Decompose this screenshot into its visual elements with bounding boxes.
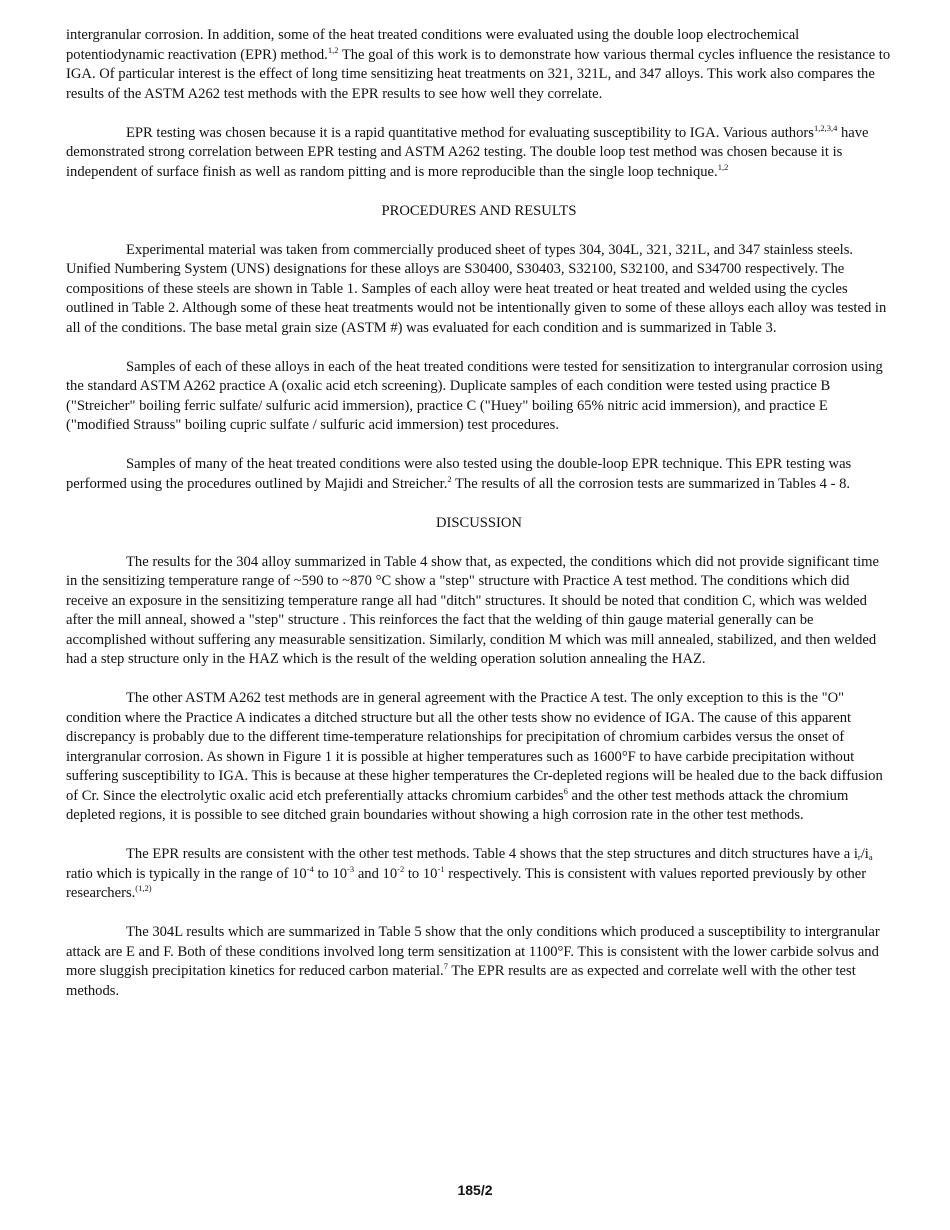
body-text <box>66 26 892 1021</box>
text-run: to 10 <box>404 865 438 882</box>
text-run: EPR testing was chosen because it is a rapid quantitative method for evaluating susceptibility to IGA. Various authors <box>126 124 814 141</box>
paragraph-a262-testing: Samples of each of these alloys in each of the heat treated conditions were tested for sensitization to intergranular corrosion using the standard ASTM A262 practice A (oxalic acid etch screening). Duplicate samples of each condition were tested using practice B ("Streicher" boiling ferric sulfate/ sulfuric acid immersion), practice C ("Huey" boiling 65% nitric acid immersion), and practice E ("modified Strauss" boiling cupric sulfate / sulfuric acid immersion) test procedures. <box>66 358 883 433</box>
exponent-superscript: -1 <box>437 863 445 874</box>
text-run: and the other test methods attack the chromium depleted regions, it is possible to see ditched grain boundaries without showing a high corrosion rate in the other test methods. <box>66 787 849 823</box>
citation-superscript: 6 <box>563 785 568 796</box>
text-run: have demonstrated strong correlation between EPR testing and ASTM A262 testing. The double loop test method was chosen because it is independent of surface finish as well as random pitting and is more reproducible than the single loop technique. <box>66 124 869 180</box>
section-heading-procedures: PROCEDURES AND RESULTS <box>381 202 577 219</box>
citation-superscript: 1,2 <box>327 44 339 55</box>
subscript: a <box>868 852 873 862</box>
citation-superscript: 1,2 <box>717 161 729 172</box>
citation-superscript: 1,2,3,4 <box>813 122 838 133</box>
exponent-superscript: -3 <box>347 863 355 874</box>
exponent-superscript: -2 <box>397 863 405 874</box>
paragraph-epr-consistency <box>66 845 892 904</box>
text-run: The EPR results are consistent with the other test methods. Table 4 shows that the step structures and ditch structures have a i <box>126 846 858 862</box>
text-run: The 304L results which are summarized in Table 5 show that the only conditions which produced a susceptibility to intergranular attack are E and F. Both of these conditions involved long term sensitization at 1100°F. This is consistent with the lower carbide solvus and more sluggish precipitation kinetics for reduced carbon material. <box>66 924 880 979</box>
subscript: r <box>857 852 861 862</box>
paragraph-a262-agreement <box>66 689 892 826</box>
paragraph-epr-testing <box>66 455 892 494</box>
text-run: ratio which is typically in the range of 10 <box>66 865 307 882</box>
text-run: The EPR results are as expected and correlate well with the other test methods. <box>66 963 856 999</box>
text-run: intergranular corrosion. In addition, some of the heat treated conditions were evaluated using the double loop electrochemical potentiodynamic reactivation (EPR) method. <box>66 27 800 63</box>
section-heading-discussion: DISCUSSION <box>436 514 522 531</box>
text-run: The other ASTM A262 test methods are in general agreement with the Practice A test. The only exception to this is the "O" condition where the Practice A indicates a ditched structure but all the other tests show no evidence of IGA. The cause of this apparent discrepancy is probably due to the different time-temperature relationships for precipitation of chromium carbides versus the onset of intergranular corrosion. As shown in Figure 1 it is possible at higher temperatures such as 1600°F to have carbide precipitation without suffering susceptibility to IGA. This is because at these higher temperatures the Cr-depleted regions will be healed due to the back diffusion of Cr. Since the electrolytic oxalic acid etch preferentially attacks chromium carbides <box>66 690 883 804</box>
citation-superscript: 7 <box>443 961 448 971</box>
text-run: The results of all the corrosion tests are summarized in Tables 4 - 8. <box>451 475 851 492</box>
citation-superscript: 2 <box>447 473 452 484</box>
paragraph-304-results: The results for the 304 alloy summarized in Table 4 show that, as expected, the conditions which did not provide significant time in the sensitizing temperature range of ~590 to ~870 °C show a "step" structure with Practice A test method. The conditions which did receive an exposure in the sensitizing temperature range all had "ditch" structures. It should be noted that condition C, which was welded after the mill anneal, showed a "step" structure . This reinforces the fact that the welding of thin gauge material generally can be accomplished without suffering any measurable sensitization. Similarly, condition M which was mill annealed, stabilized, and then welded had a step structure only in the HAZ which is the result of the welding operation solution annealing the HAZ. <box>66 553 879 667</box>
text-run: to 10 <box>313 865 348 882</box>
paragraph-intro-continuation <box>66 26 892 104</box>
paragraph-epr-rationale <box>66 124 892 183</box>
text-run: Samples of many of the heat treated conditions were also tested using the double-loop EPR technique. This EPR testing was performed using the procedures outlined by Majidi and Streicher. <box>66 456 852 492</box>
text-run: The goal of this work is to demonstrate how various thermal cycles influence the resistance to IGA. Of particular interest is the effect of long time sensitizing heat treatments on 321, 321L, and 347 alloys. This work also compares the results of the ASTM A262 test methods with the EPR results to see how well they correlate. <box>66 46 891 102</box>
text-run: and 10 <box>354 865 398 882</box>
citation-superscript: (1,2) <box>135 883 152 893</box>
paragraph-304l-results <box>66 923 892 1001</box>
exponent-superscript: -4 <box>306 863 314 874</box>
text-run: /i <box>860 846 869 862</box>
paragraph-materials: Experimental material was taken from commercially produced sheet of types 304, 304L, 321, 321L, and 347 stainless steels. Unified Numbering System (UNS) designations for these alloys are S30400, S30403, S32100, S32100, and S34700 respectively. The compositions of these steels are shown in Table 1. Samples of each alloy were heat treated or heat treated and welded using the cycles outlined in Table 2. Although some of these heat treatments would not be intentionally given to some of these alloys each alloy was tested in all of the conditions. The base metal grain size (ASTM #) was evaluated for each condition and is summarized in Table 3. <box>66 241 887 336</box>
text-run: respectively. This is consistent with values reported previously by other researchers. <box>66 865 867 901</box>
page-number: 185/2 <box>457 1182 493 1198</box>
